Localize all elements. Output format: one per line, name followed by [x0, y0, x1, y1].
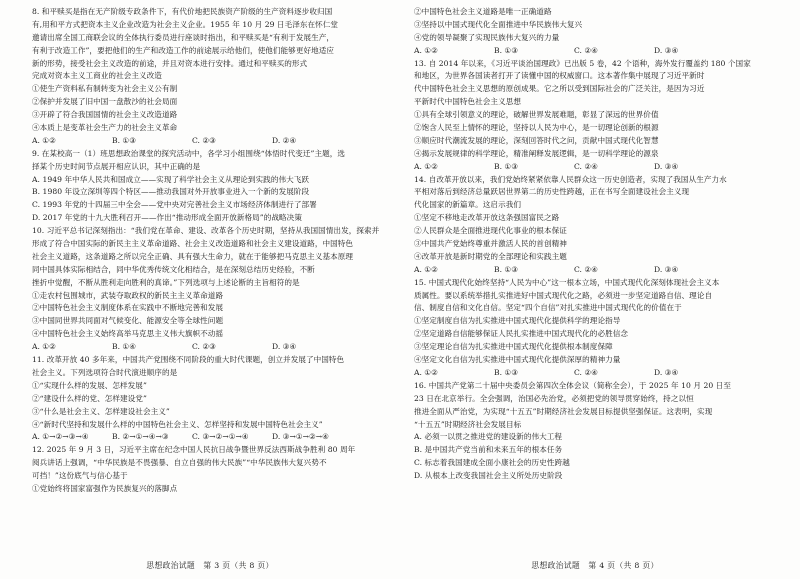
text-line: 代化国家的新篇章。这启示我们	[414, 200, 522, 210]
text-line: ①“实现什么样的发展、怎样发展”	[32, 380, 147, 390]
text-line: ②人民群众是全面推进现代化事业的根本保证	[414, 226, 567, 236]
text-line: 平新时代中国特色社会主义思想	[414, 97, 522, 107]
answer-options-row	[414, 45, 774, 58]
text-line: 代中国特色社会主义思想的原创成果。它之所以受到国际社会的广泛关注，是因为习近	[414, 84, 705, 94]
answer-options-row	[32, 341, 390, 354]
text-line: 15. 中国式现代化始终坚持“人民为中心”这一根本立场，中国式现代化深刻体现社会主义本	[414, 277, 720, 287]
answer-option: B. ①③	[494, 264, 519, 274]
text-line: 有,用和平方式把资本主义企业改造为社会主义企业。1955 年 10 月 29 日毛泽东在怀仁堂	[32, 19, 339, 29]
text-line: “十五五”时期经济社会发展目标	[414, 419, 522, 429]
answer-option: B. ①③	[112, 135, 137, 145]
answer-option: C. ②③	[192, 135, 216, 145]
answer-option: A. ①②	[32, 135, 56, 145]
text-line: ③中国共产党始终尊重并激活人民的首创精神	[414, 239, 567, 249]
text-line: ③开辟了符合我国国情的社会主义改造道路	[32, 110, 178, 120]
text-line: 形成了符合中国实际的新民主主义革命道路、社会主义改造道路和社会主义建设道路，中国特色	[32, 239, 354, 249]
answer-option: B. ①③	[494, 367, 519, 377]
answer-options-row	[32, 431, 390, 444]
answer-option: D. ②④	[272, 135, 297, 145]
text-line: ②坚定道路自信能够保证人民扎实推进中国式现代化的必胜信念	[414, 329, 629, 339]
text-line: A. 1949 年中华人民共和国成立——实现了科学社会主义从理论到实践的伟大飞跃	[32, 174, 310, 184]
text-line: 择某个历史时间节点展开相应认识，其中正确的是	[32, 161, 201, 171]
text-line: 8. 和平赎买是指在无产阶级专政条件下，有代价地把民族资产阶级的生产资料逐步收归国	[32, 7, 333, 16]
answer-option: C. ②④	[574, 45, 598, 55]
text-line: A. 必须一以贯之推进党的建设新的伟大工程	[414, 432, 563, 442]
text-line: ④中国特色社会主义始终高举马克思主义伟大旗帜不动摇	[32, 329, 224, 339]
text-line: C. 1993 年党的十四届三中全会——党中央对完善社会主义市场经济体制进行了部署	[32, 200, 317, 210]
text-line: 质属性。要以系统举措扎实推进好中国式现代化之路，必须进一步坚定道路自信、理论自	[414, 290, 713, 300]
text-line: ①坚定制度自信为扎实推进中国式现代化提供科学的理论指导	[414, 316, 621, 326]
answer-option: C. ②④	[574, 264, 598, 274]
text-line: ④本质上是变革社会生产力的社会主义革命	[32, 123, 178, 133]
answer-options-row	[414, 161, 774, 174]
exam-page-4	[400, 0, 800, 579]
answer-option: D. ③④	[272, 342, 297, 352]
answer-option: C. ②④	[574, 367, 598, 377]
text-line: ①坚定不移地走改革开放这条强国富民之路	[414, 213, 560, 223]
text-line: B. 是中国共产党当前和未来五年的根本任务	[414, 445, 563, 455]
text-line: B. 1980 年设立深圳等四个特区——推动我国对外开放事业进入一个新的发展阶段	[32, 187, 310, 197]
answer-option: D. ③④	[654, 367, 679, 377]
text-line: ②中国特色社会主义制度体系在实践中不断地完善和发展	[32, 303, 224, 313]
text-line: 同中国具体实际相结合，同中华优秀传统文化相结合，是在深刻总结历史经验，不断	[32, 264, 315, 274]
answer-option: A. ①②	[414, 161, 438, 171]
text-line: ②“建设什么样的党、怎样建设党”	[32, 393, 147, 403]
text-line: ④“新时代坚持和发展什么样的中国特色社会主义、怎样坚持和发展中国特色社会主义”	[32, 419, 323, 429]
text-line: 12. 2025 年 9 月 3 日，习近平主席在纪念中国人民抗日战争暨世界反法西斯战争胜利 80 周年	[32, 445, 356, 455]
text-line: 23 日在北京举行。全会强调，治国必先治党，必须把党的领导贯穿始终，持之以恒	[414, 393, 694, 403]
text-line: 可挡！”这份底气与信心基于	[32, 471, 128, 481]
text-line: ①使生产资料私有制转变为社会主义公有制	[32, 84, 178, 94]
answer-options-row	[414, 367, 774, 380]
answer-option: A. ①②	[414, 45, 438, 55]
text-line: 完成对资本主义工商业的社会主义改造	[32, 71, 162, 81]
answer-option: A. ①②	[32, 342, 56, 352]
text-line: 社会主义。下列选项符合时代演进顺序的是	[32, 367, 178, 377]
answer-option: C. ②③	[192, 342, 216, 352]
text-line: 平相对落后到经济总量跃居世界第二的历史性跨越，正在书写全面建设社会主义现	[414, 187, 690, 197]
answer-option: B. ①③	[494, 45, 519, 55]
text-line: 推进全面从严治党，为实现“十五五”时期经济社会发展目标提供坚强保证。这表明，实现	[414, 406, 713, 416]
text-line: 社会主义道路，这条道路之所以完全正确、具有强大生命力，就在于能够把马克思主义基本原理	[32, 251, 354, 261]
text-line: 有利于改造工作”，要把他们的生产和改造工作的前途展示给他们，使他们能够更好地适应	[32, 45, 335, 55]
answer-option: A. ①②	[414, 367, 438, 377]
answer-option: D. ③④	[654, 264, 679, 274]
answer-option: A. ①→②→③→④	[32, 432, 89, 442]
text-line: ①具有全球引领意义的理论，破解世界发展难题，彰显了深远的世界价值	[414, 110, 659, 120]
answer-options-row	[414, 264, 774, 277]
answer-option: D. ③④	[654, 161, 679, 171]
text-line: 邀请出席全国工商联会议的全体执行委员进行座谈时指出，和平赎买是“有利于发展生产，	[32, 32, 335, 42]
text-line: 9. 在某校高一（1）班思想政治课堂的探究活动中，各学习小组围绕“体悟时代变迁”主题，选	[32, 148, 346, 158]
answer-option: C. ②④	[574, 161, 598, 171]
page-3-content	[0, 6, 400, 496]
text-line: ③“什么是社会主义、怎样建设社会主义”	[32, 406, 170, 416]
text-line: 阅兵讲话上强调，“中华民族是不畏强暴、自立自强的伟大民族”“中华民族伟大复兴势不	[32, 458, 327, 468]
text-line: D. 从根本上改变我国社会主义所处历史阶段	[414, 471, 563, 481]
text-line: ②饱含人民至上情怀的理论，坚持以人民为中心，是一切理论创新的根源	[414, 123, 659, 133]
text-line: ④党的领导凝聚了实现民族伟大复兴的力量	[414, 32, 560, 42]
answer-option: D. ③④	[654, 45, 679, 55]
text-line: ②中国特色社会主义道路是唯一正确道路	[414, 7, 552, 16]
text-line: ③坚持以中国式现代化全面推进中华民族伟大复兴	[414, 19, 583, 29]
text-line: C. 标志着我国建成全面小康社会的历史性跨越	[414, 458, 570, 468]
text-line: 信、制度自信和文化自信。坚定“四个自信”对扎实推进中国式现代化的价值在于	[414, 303, 682, 313]
answer-options-row	[32, 135, 390, 148]
answer-option: B. ①③	[494, 161, 519, 171]
text-line: ④坚定文化自信为扎实推进中国式现代化提供深厚的精神力量	[414, 355, 621, 365]
text-line: 挫折中觉醒，不断从胜利走向胜利的真谛。”下列选项与上述论断的主旨相符的是	[32, 277, 300, 287]
text-line: 10. 习近平总书记深刻指出：“我们党在革命、建设、改革各个历史时期，坚持从我国国情出发，探索并	[32, 226, 380, 236]
text-line: ④改革开放是新时期党的全部理论和实践主题	[414, 251, 567, 261]
answer-option: D. ③→①→②→④	[272, 432, 329, 442]
text-line: ②保护并发展了旧中国一盘散沙的社会局面	[32, 97, 178, 107]
text-line: ①走农村包围城市，武装夺取政权的新民主主义革命道路	[32, 290, 224, 300]
text-line: D. 2017 年党的十九大胜利召开——作出“推动形成全面开放新格局”的战略决策	[32, 213, 302, 223]
text-line: 14. 自改革开放以来，我们党始终紧紧依靠人民群众这一历史创造者，实现了我国从生产力水	[414, 174, 727, 184]
page-4-footer: 思想政治试题 第 4 页（共 8 页）	[531, 561, 659, 570]
page-4-content	[400, 6, 800, 483]
text-line: ③中国同世界共同面对气候变化、能源安全等全球性问题	[32, 316, 224, 326]
text-line: ③坚定理论自信为扎实推进中国式现代化提供根本制度保障	[414, 342, 613, 352]
text-line: 16. 中国共产党第二十届中央委员会第四次全体会议（简称全会），于 2025 年 10 月 20 日至	[414, 380, 731, 390]
page-3-footer: 思想政治试题 第 3 页（共 8 页）	[146, 561, 274, 570]
answer-option: A. ①②	[414, 264, 438, 274]
text-line: 和地区，为世界各国读者打开了读懂中国的权威窗口。这本著作集中展现了习近平新时	[414, 71, 705, 81]
text-line: ①党始终将国家富强作为民族复兴的落脚点	[32, 483, 178, 493]
text-line: 13. 自 2014 年以来，《习近平谈治国理政》已出版 5 卷，42 个语种，海外发行覆盖约 180 个国家	[414, 58, 751, 68]
answer-option: B. ①④	[112, 342, 137, 352]
answer-option: C. ③→②→①→④	[192, 432, 249, 442]
text-line: ③顺应时代潮流发展的理论，深刻回答时代之问，贡献中国式现代化智慧	[414, 135, 659, 145]
text-line: 新的形势，接受社会主义改造的前途，并且对资本进行安排。通过和平赎买的形式	[32, 58, 308, 68]
text-line: ④揭示发展规律的科学理论，精准阐释发展逻辑，是一切科学理论的源泉	[414, 148, 659, 158]
answer-option: B. ②→①→④→③	[112, 432, 169, 442]
text-line: 11. 改革开放 40 多年来，中国共产党围绕不同阶段的重大时代课题，创立并发展了中国特色	[32, 355, 345, 365]
